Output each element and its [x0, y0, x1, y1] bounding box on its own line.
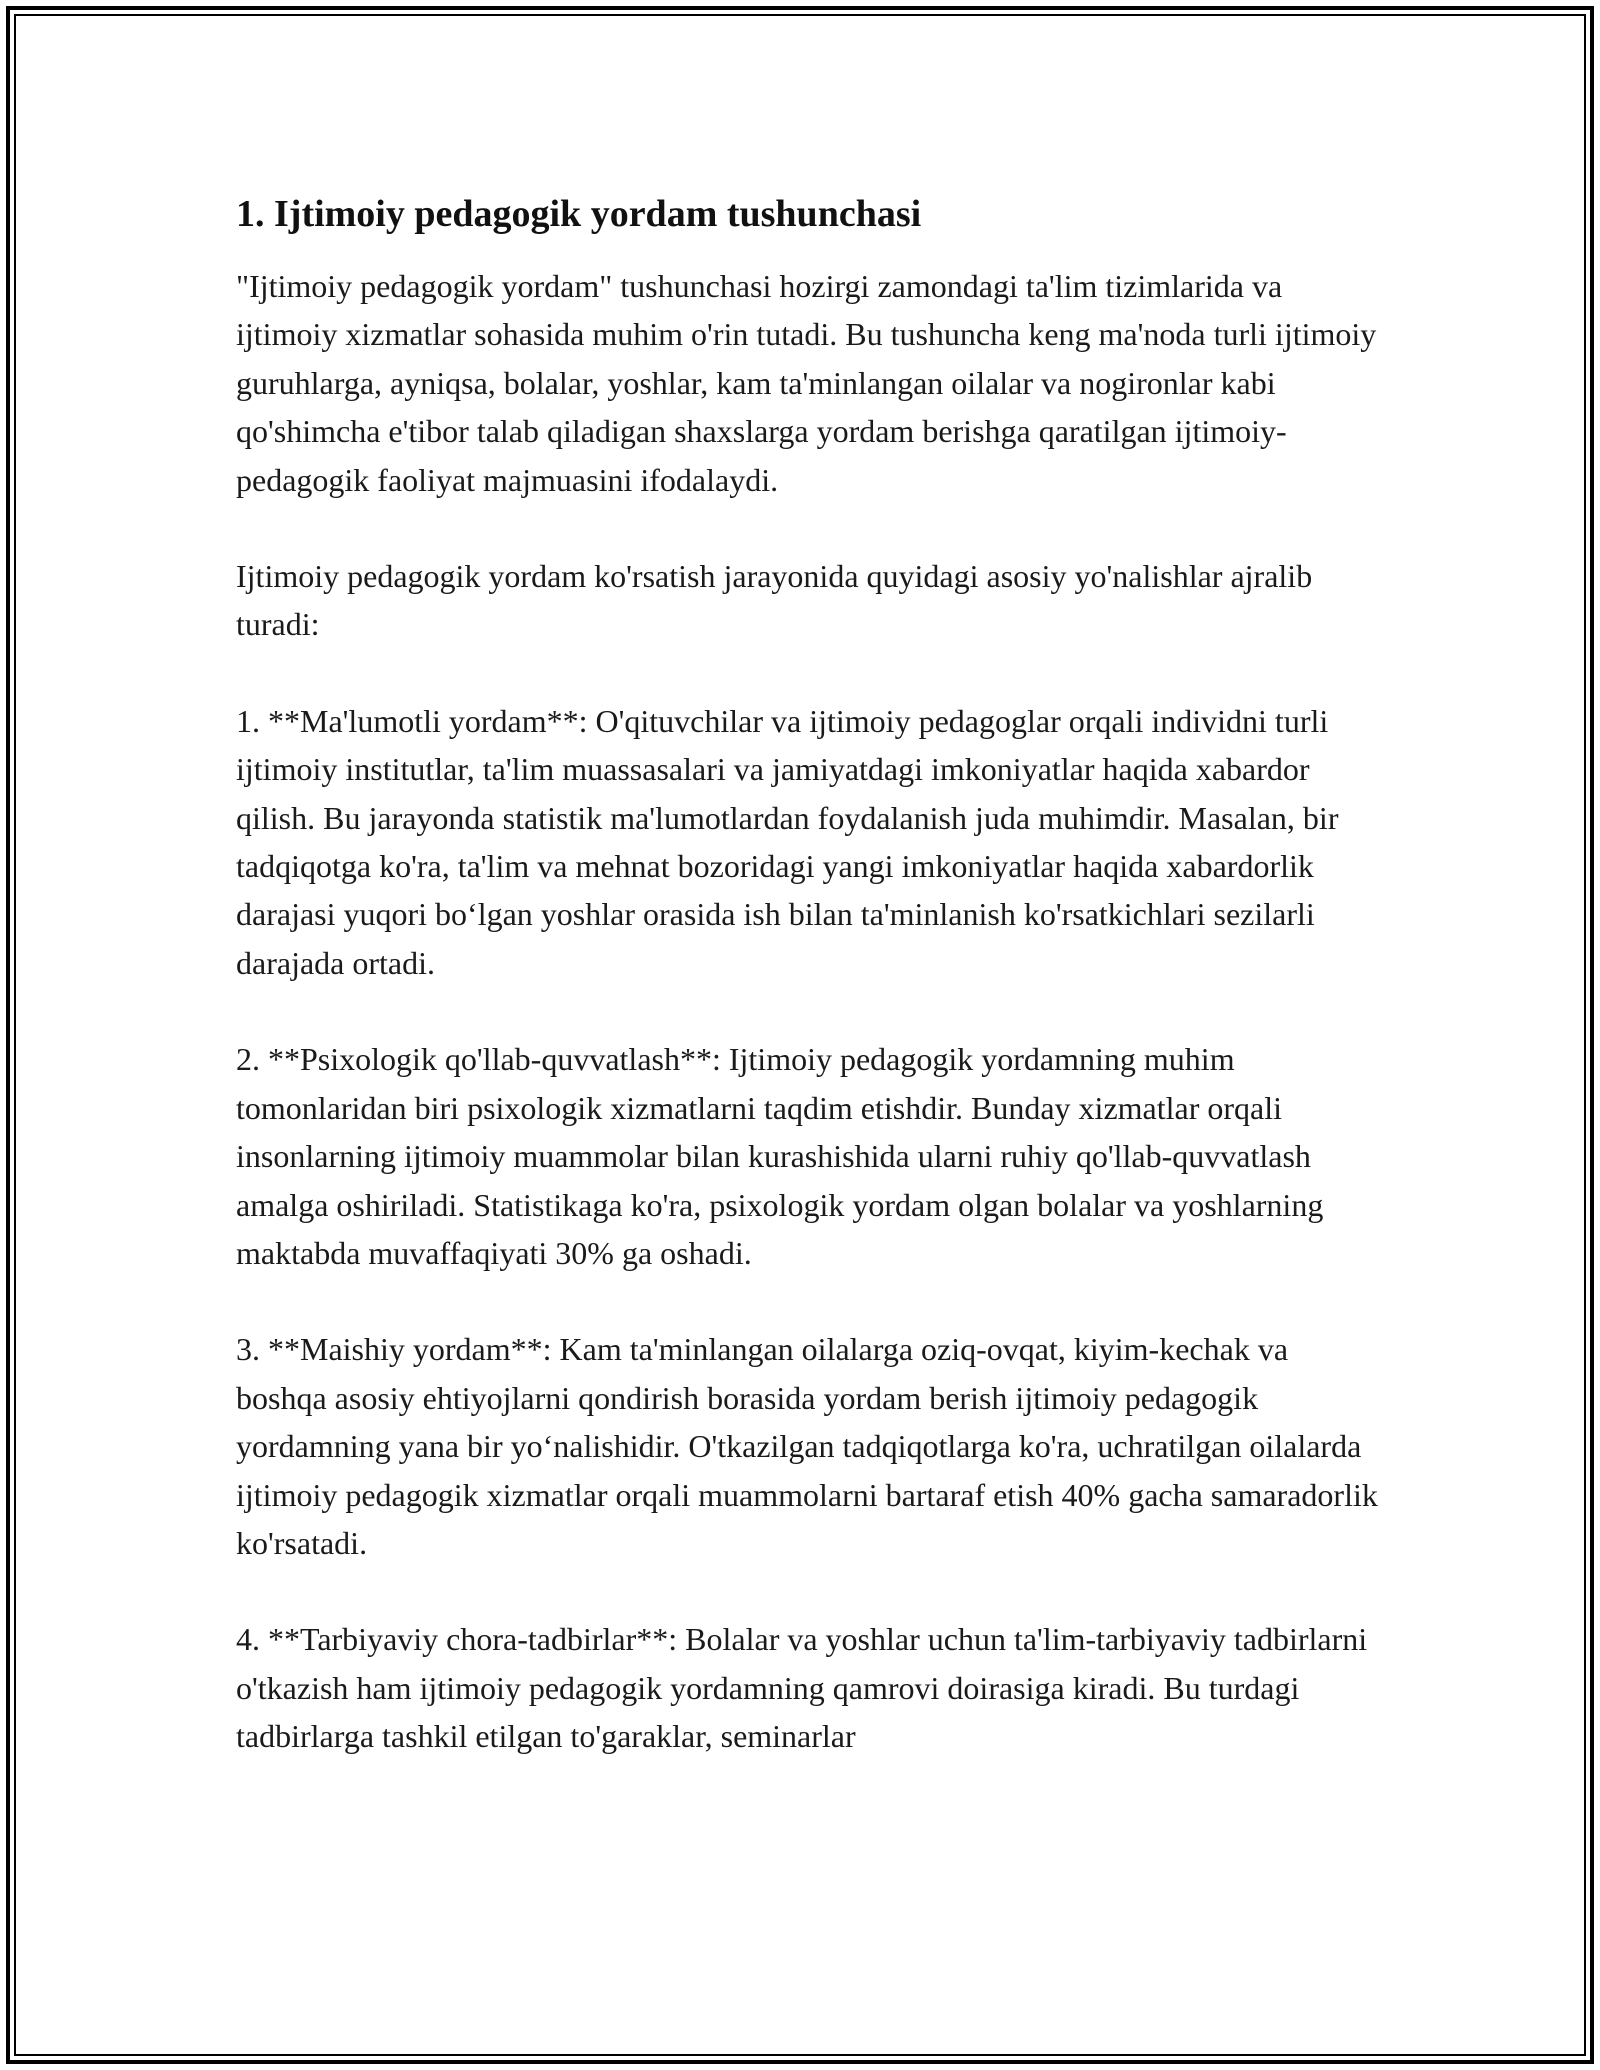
paragraph-item-2: 2. **Psixologik qo'llab-quvvatlash**: Ijtimoiy pedagogik yordamning muhim tomonlaridan biri psixologik xizmatlarni taqdim etishdir. Bunday xizmatlar orqali insonlarning ijtimoiy muammolar bilan kurashishida ularni ruhiy qo'llab-quvvatlash amalga oshiriladi. Statistikaga ko'ra, psixologik yordam olgan bolalar va yoshlarning maktabda muvaffaqiyati 30% ga oshadi. — [236, 1041, 1324, 1271]
paragraph-directions-intro: Ijtimoiy pedagogik yordam ko'rsatish jarayonida quyidagi asosiy yo'nalishlar ajralib turadi: — [236, 558, 1313, 643]
document-body — [236, 186, 1386, 1809]
paragraph-intro: "Ijtimoiy pedagogik yordam" tushunchasi hozirgi zamondagi ta'lim tizimlarida va ijtimoiy xizmatlar sohasida muhim o'rin tutadi. Bu tushuncha keng ma'noda turli ijtimoiy guruhlarga, ayniqsa, bolalar, yoshlar, kam ta'minlangan oilalar va nogironlar kabi qo'shimcha e'tibor talab qiladigan shaxslarga yordam berishga qaratilgan ijtimoiy-pedagogik faoliyat majmuasini ifodalaydi. — [236, 268, 1377, 498]
paragraph-item-4: 4. **Tarbiyaviy chora-tadbirlar**: Bolalar va yoshlar uchun ta'lim-tarbiyaviy tadbirlarni o'tkazish ham ijtimoiy pedagogik yordamning qamrovi doirasiga kiradi. Bu turdagi tadbirlarga tashkil etilgan to'garaklar, seminarlar — [236, 1621, 1368, 1755]
paragraph-item-1: 1. **Ma'lumotli yordam**: O'qituvchilar va ijtimoiy pedagoglar orqali individni turli ijtimoiy institutlar, ta'lim muassasalari va jamiyatdagi imkoniyatlar haqida xabardor qilish. Bu jarayonda statistik ma'lumotlardan foydalanish juda muhimdir. Masalan, bir tadqiqotga ko'ra, ta'lim va mehnat bozoridagi yangi imkoniyatlar haqida xabardorlik darajasi yuqori bo‘lgan yoshlar orasida ish bilan ta'minlanish ko'rsatkichlari sezilarli darajada ortadi. — [236, 702, 1339, 981]
section-heading: 1. Ijtimoiy pedagogik yordam tushunchasi — [236, 193, 922, 235]
paragraph-item-3: 3. **Maishiy yordam**: Kam ta'minlangan oilalarga oziq-ovqat, kiyim-kechak va boshqa asosiy ehtiyojlarni qondirish borasida yordam berish ijtimoiy pedagogik yordamning yana bir yo‘nalishidir. O'tkazilgan tadqiqotlarga ko'ra, uchratilgan oilalarda ijtimoiy pedagogik xizmatlar orqali muammolarni bartaraf etish 40% gacha samaradorlik ko'rsatadi. — [236, 1331, 1378, 1561]
